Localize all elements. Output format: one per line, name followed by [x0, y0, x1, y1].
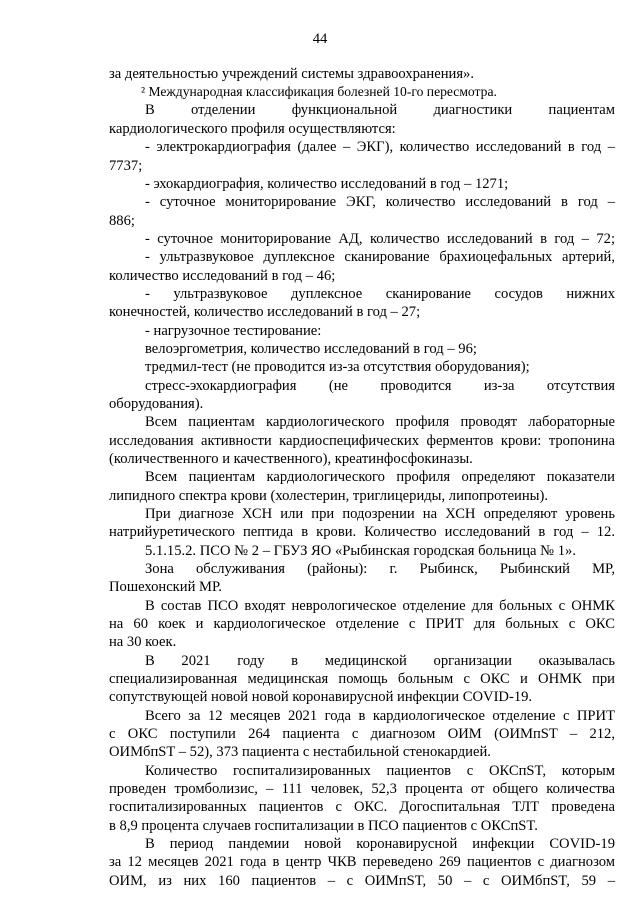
- text-line: натрийуретического пептида в крови. Количество исследований в год – 12.: [109, 524, 615, 540]
- page-number: 44: [312, 31, 328, 47]
- text-line: (количественного и качественного), креатинфосфокиназы.: [109, 451, 473, 467]
- text-line: специализированная медицинская помощь больным с ОКС и ОНМК при: [109, 671, 615, 687]
- text-line: в 8,9 процента случаев госпитализации в ПСО пациентов с ОКСпST.: [109, 818, 538, 834]
- text-line: стресс-эхокардиография (не проводится из-за отсутствия: [145, 378, 615, 394]
- text-line: за 12 месяцев 2021 года в центр ЧКВ переведено 269 пациентов с диагнозом: [109, 854, 615, 870]
- text-line: госпитализированных пациентов с ОКС. Догоспитальная ТЛТ проведена: [109, 799, 615, 815]
- text-line: В состав ПСО входят неврологическое отделение для больных с ОНМК: [145, 598, 615, 614]
- text-line: - суточное мониторирование АД, количество исследований в год – 72;: [145, 231, 615, 247]
- text-line: 886;: [109, 213, 135, 229]
- text-line: на 60 коек и кардиологическое отделение с ПРИТ для больных с ОКС: [109, 616, 615, 632]
- text-line: ОИМбпST – 52), 373 пациента с нестабильной стенокардией.: [109, 744, 491, 760]
- text-line: - суточное мониторирование ЭКГ, количество исследований в год –: [145, 194, 615, 210]
- text-line: - электрокардиография (далее – ЭКГ), количество исследований в год –: [145, 139, 615, 155]
- footnote-line: ² Международная классификация болезней 10-го пересмотра.: [141, 84, 497, 99]
- text-line: Зона обслуживания (районы): г. Рыбинск, Рыбинский МР,: [145, 561, 615, 577]
- text-line: Пошехонский МР.: [109, 579, 222, 595]
- text-line: исследования активности кардиоспецифических ферментов крови: тропонина: [109, 433, 615, 449]
- text-line: за деятельностью учреждений системы здравоохранения».: [109, 66, 474, 82]
- text-line: оборудования).: [109, 396, 204, 412]
- text-line: на 30 коек.: [109, 634, 177, 650]
- text-line: В 2021 году в медицинской организации оказывалась: [145, 653, 615, 669]
- text-line: ОИМ, из них 160 пациентов – с ОИМпST, 50 – с ОИМбпST, 59 –: [109, 873, 615, 889]
- section-heading: 5.1.15.2. ПСО № 2 – ГБУЗ ЯО «Рыбинская городская больница № 1».: [145, 543, 576, 559]
- text-line: Количество госпитализированных пациентов с ОКСпST, которым: [145, 763, 615, 779]
- text-line: тредмил-тест (не проводится из-за отсутствия оборудования);: [145, 359, 530, 375]
- text-line: При диагнозе ХСН или при подозрении на ХСН определяют уровень: [145, 506, 615, 522]
- text-line: с ОКС поступили 264 пациента с диагнозом ОИМ (ОИМпST – 212,: [109, 726, 615, 742]
- text-line: проведен тромболизис, – 111 человек, 52,3 процента от общего количества: [109, 781, 615, 797]
- text-line: - эхокардиография, количество исследований в год – 1271;: [145, 176, 509, 192]
- text-line: - ультразвуковое дуплексное сканирование брахиоцефальных артерий,: [145, 249, 615, 265]
- text-line: липидного спектра крови (холестерин, триглицериды, липопротеины).: [109, 488, 548, 504]
- text-line: Всем пациентам кардиологического профиля определяют показатели: [145, 469, 615, 485]
- text-line: велоэргометрия, количество исследований в год – 96;: [145, 341, 477, 357]
- text-line: кардиологического профиля осуществляются:: [109, 121, 396, 137]
- text-line: 7737;: [109, 158, 143, 174]
- text-line: Всем пациентам кардиологического профиля проводят лабораторные: [145, 414, 615, 430]
- text-line: конечностей, количество исследований в год – 27;: [109, 304, 421, 320]
- text-line: Всего за 12 месяцев 2021 года в кардиологическое отделение с ПРИТ: [145, 708, 615, 724]
- text-line: количество исследований в год – 46;: [109, 268, 336, 284]
- text-line: В отделении функциональной диагностики пациентам: [145, 102, 615, 118]
- text-line: В период пандемии новой коронавирусной инфекции COVID-19: [145, 836, 615, 852]
- text-line: сопутствующей новой новой коронавирусной инфекции COVID-19.: [109, 689, 533, 705]
- text-line: - ультразвуковое дуплексное сканирование сосудов нижних: [145, 286, 615, 302]
- text-line: - нагрузочное тестирование:: [145, 323, 322, 339]
